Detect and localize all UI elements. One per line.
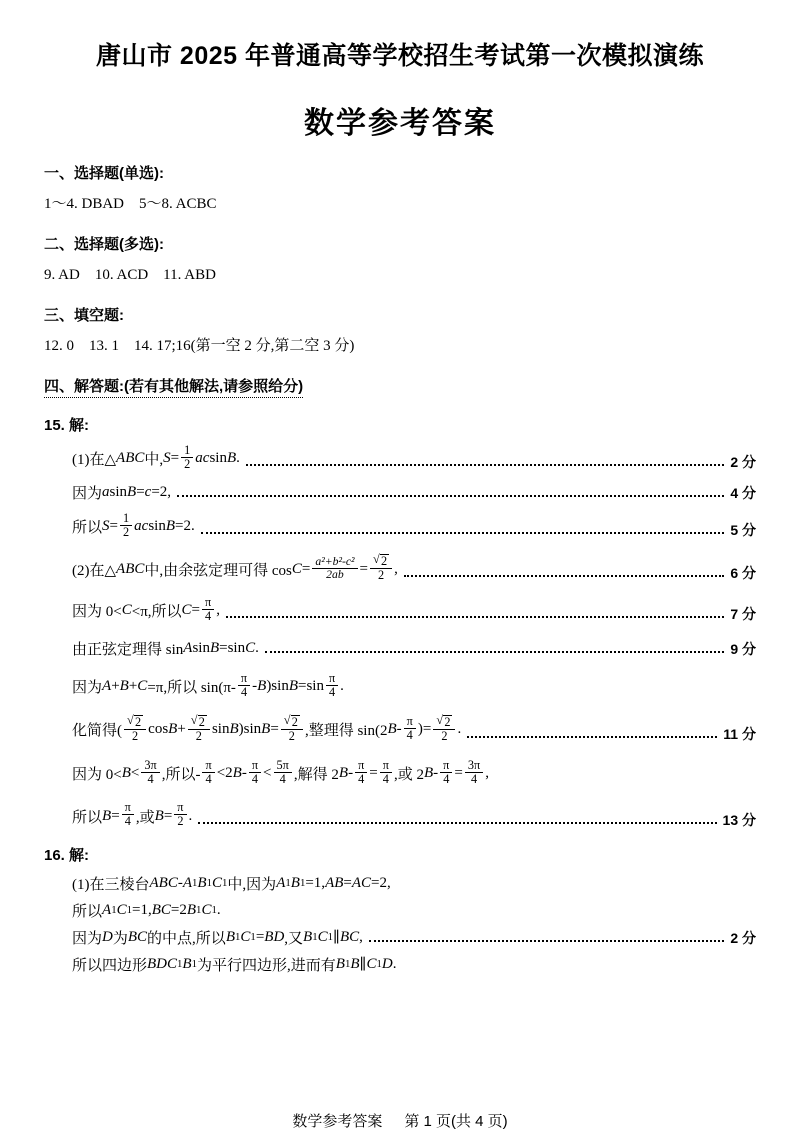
fraction-one-half: $\frac{1}{2}$ bbox=[181, 444, 193, 471]
fraction-3pi-over-4: $\frac{3\pi}{4}$ bbox=[141, 759, 159, 786]
text-run: B bbox=[423, 764, 434, 781]
text-run: + bbox=[177, 721, 186, 738]
text-run: sin bbox=[148, 517, 166, 534]
text-run: = bbox=[191, 602, 201, 619]
dot-leader bbox=[467, 734, 717, 738]
text-run: )sin bbox=[238, 721, 262, 738]
dot-leader bbox=[177, 493, 724, 497]
fraction-cosine-law: $\frac{\text{a²+b²-c²}}{2ab}$ bbox=[312, 556, 357, 582]
q15-step-4 bbox=[44, 556, 756, 584]
text-run: =2. bbox=[175, 517, 195, 534]
text-run: = bbox=[109, 517, 118, 534]
text-run: (1)在三棱台 bbox=[72, 876, 150, 893]
sqrt-icon: √ 2 bbox=[191, 715, 207, 729]
text-run: AB bbox=[325, 874, 344, 891]
text-run: =2 bbox=[170, 901, 187, 918]
score-label: 13 分 bbox=[722, 811, 756, 828]
text-run: B bbox=[102, 807, 112, 824]
text-run: S bbox=[102, 517, 110, 534]
text-run: 因为 bbox=[72, 930, 103, 947]
text-run: A bbox=[276, 874, 286, 891]
q15-step-8 bbox=[44, 716, 756, 744]
text-run: =2, bbox=[371, 874, 391, 891]
text-run: sin bbox=[192, 640, 210, 657]
sqrt-icon: √ 2 bbox=[127, 715, 143, 729]
text-run: )sin bbox=[266, 678, 289, 695]
text-run: B bbox=[257, 678, 267, 695]
text-run: B bbox=[168, 721, 178, 738]
fraction-sqrt2-over-2: √ $\frac{2}{2}$ bbox=[188, 715, 210, 743]
fraction-pi-over-4: $\frac{\pi}{4}$ bbox=[355, 759, 367, 786]
text-run: sin bbox=[211, 721, 230, 738]
section-heading-fill-blank: 三、填空题: bbox=[44, 307, 124, 324]
text-run: ,解得 2 bbox=[293, 766, 339, 783]
q16-step-4: 所以四边形 BDC 1 B 1 为平行四边形,进而有 B 1 B ∥ C 1 D . bbox=[72, 955, 397, 974]
text-run: < bbox=[263, 764, 272, 781]
score-label: 5 分 bbox=[730, 521, 756, 538]
text-run: )= bbox=[417, 721, 432, 738]
text-run: ac bbox=[134, 517, 149, 534]
page-title: 唐山市 2025 年普通高等学校招生考试第一次模拟演练 bbox=[95, 42, 704, 70]
text-run: 化简得( bbox=[72, 723, 122, 740]
text-run: + bbox=[128, 678, 138, 695]
dot-leader bbox=[369, 938, 724, 942]
text-run: BC bbox=[127, 928, 148, 945]
text-run: B bbox=[154, 807, 164, 824]
fraction-sqrt2-over-2: √ $\frac{2}{2}$ bbox=[281, 715, 303, 743]
text-run: sin bbox=[109, 483, 128, 500]
text-run: , bbox=[485, 764, 489, 781]
text-run: B bbox=[127, 483, 137, 500]
text-run: =1, bbox=[132, 901, 152, 918]
text-run: B bbox=[303, 928, 313, 945]
text-run: . bbox=[457, 721, 462, 738]
text-run: = bbox=[369, 764, 378, 781]
fraction-pi-over-4: $\frac{\pi}{4}$ bbox=[122, 801, 134, 828]
text-run: - bbox=[396, 721, 402, 738]
text-run: ac bbox=[195, 449, 210, 466]
text-run: 因为 bbox=[72, 485, 103, 502]
text-run: BDC bbox=[147, 955, 178, 972]
text-run: . bbox=[255, 640, 259, 657]
answers-multi-choice: 9. AD 10. ACD 11. ABD bbox=[44, 267, 216, 283]
text-run: S bbox=[163, 449, 171, 466]
text-run: = bbox=[343, 874, 352, 891]
fraction-pi-over-4: $\frac{\pi}{4}$ bbox=[440, 759, 452, 786]
text-run: + bbox=[111, 678, 120, 695]
text-run: a bbox=[102, 483, 110, 500]
fraction-pi-over-4: $\frac{\pi}{4}$ bbox=[238, 672, 250, 699]
text-run: C bbox=[116, 901, 127, 918]
fraction-sqrt2-over-2: √ $\frac{2}{2}$ bbox=[370, 554, 392, 582]
sqrt-icon: √ 2 bbox=[373, 554, 389, 568]
text-run: 所以 bbox=[72, 903, 103, 920]
text-run: = bbox=[301, 561, 311, 578]
sqrt-icon: √ 2 bbox=[436, 715, 452, 729]
text-run: - bbox=[177, 874, 183, 891]
text-run: B bbox=[261, 721, 271, 738]
q15-step-7 bbox=[44, 673, 756, 700]
text-run: , bbox=[216, 602, 220, 619]
dot-leader bbox=[201, 530, 725, 534]
text-run: , bbox=[359, 928, 363, 945]
text-run: - bbox=[241, 764, 247, 781]
text-run: B bbox=[338, 764, 349, 781]
fraction-pi-over-4: $\frac{\pi}{4}$ bbox=[202, 759, 214, 786]
text-run: B bbox=[232, 764, 242, 781]
score-label: 2 分 bbox=[730, 453, 756, 470]
text-run: C bbox=[137, 678, 148, 695]
text-run: B bbox=[209, 640, 220, 657]
dot-leader bbox=[198, 820, 716, 824]
dot-leader bbox=[226, 614, 724, 618]
section-heading-solution: 四、解答题:(若有其他解法,请参照给分) bbox=[44, 375, 303, 398]
section-heading-multi-choice: 二、选择题(多选): bbox=[44, 236, 164, 253]
fraction-pi-over-4: $\frac{\pi}{4}$ bbox=[202, 596, 214, 623]
text-run: sin bbox=[209, 449, 227, 466]
text-run: ,或 bbox=[135, 809, 155, 826]
fraction-3pi-over-4: $\frac{3\pi}{4}$ bbox=[465, 759, 483, 786]
text-run: ,所以- bbox=[161, 766, 201, 783]
score-label: 6 分 bbox=[730, 565, 756, 582]
fraction-sqrt2-over-2: √ $\frac{2}{2}$ bbox=[124, 715, 146, 743]
text-run: B bbox=[225, 928, 235, 945]
text-run: . bbox=[236, 449, 240, 466]
text-run: ∥ bbox=[359, 956, 367, 973]
q16-step-2: 所以 A 1 C 1 =1, BC =2 B 1 C 1 . bbox=[72, 901, 221, 920]
text-run: 中,由余弦定理可得 cos bbox=[144, 563, 292, 580]
text-run: 因为 0< bbox=[72, 604, 122, 621]
text-run: ABC bbox=[116, 561, 145, 578]
q15-step-10 bbox=[44, 800, 756, 830]
text-run: A bbox=[102, 901, 112, 918]
text-run: 为平行四边形,进而有 bbox=[197, 957, 336, 974]
q15-step-2 bbox=[44, 482, 756, 503]
text-run: A bbox=[102, 678, 112, 695]
answers-single-choice: 1～4. DBAD 5～8. ACBC bbox=[44, 196, 217, 212]
text-run: (1)在△ bbox=[72, 451, 117, 468]
score-label: 4 分 bbox=[730, 484, 756, 501]
dot-leader bbox=[246, 462, 724, 466]
text-run: <2 bbox=[216, 764, 233, 781]
text-run: A bbox=[182, 874, 193, 891]
text-run: B bbox=[165, 517, 175, 534]
text-run: C bbox=[212, 874, 223, 891]
text-run: ,或 2 bbox=[393, 766, 424, 783]
text-run: C bbox=[317, 928, 328, 945]
text-run: 的中点,所以 bbox=[147, 930, 226, 947]
text-run: B bbox=[288, 678, 298, 695]
q15-step-9 bbox=[44, 757, 756, 787]
text-run: C bbox=[291, 561, 302, 578]
q16-step-1: (1)在三棱台 ABC - A 1 B 1 C 1 中,因为 A 1 B 1 =1, AB = AC =2, bbox=[72, 874, 391, 893]
footer-title: 数学参考答案 bbox=[292, 1113, 383, 1130]
text-run: B bbox=[119, 678, 129, 695]
text-run: C bbox=[181, 602, 192, 619]
text-run: = bbox=[136, 483, 145, 500]
text-run: =1, bbox=[305, 874, 326, 891]
text-run: B bbox=[197, 874, 207, 891]
text-run: B bbox=[290, 874, 300, 891]
text-run: = bbox=[270, 721, 279, 738]
text-run: ABC bbox=[116, 449, 145, 466]
text-run: A bbox=[183, 640, 193, 657]
text-run: <π,所以 bbox=[131, 604, 182, 621]
score-label: 9 分 bbox=[730, 641, 756, 658]
q15-step-3 bbox=[44, 510, 756, 540]
text-run: B bbox=[121, 764, 131, 781]
answers-fill-blank: 12. 0 13. 1 14. 17;16(第一空 2 分,第二空 3 分) bbox=[44, 338, 355, 354]
text-run: = bbox=[163, 807, 173, 824]
text-run: . bbox=[392, 955, 397, 972]
text-run: AC bbox=[351, 874, 372, 891]
text-run: C bbox=[366, 955, 377, 972]
page-footer bbox=[0, 1110, 800, 1131]
dot-leader bbox=[404, 573, 724, 577]
text-run: =2, bbox=[151, 483, 172, 500]
text-run: BC bbox=[339, 928, 360, 945]
fraction-one-half: $\frac{1}{2}$ bbox=[120, 512, 132, 539]
text-run: ,整理得 sin(2 bbox=[304, 723, 388, 740]
question-15-label: 15. 解: bbox=[44, 417, 90, 434]
fraction-pi-over-4: $\frac{\pi}{4}$ bbox=[326, 672, 338, 699]
text-run: C bbox=[201, 901, 212, 918]
score-label: 2 分 bbox=[730, 929, 756, 946]
text-run: 中, bbox=[144, 451, 164, 468]
score-label: 7 分 bbox=[730, 606, 756, 623]
question-16-label: 16. 解: bbox=[44, 846, 90, 864]
text-run: B bbox=[335, 955, 345, 972]
text-run: c bbox=[144, 483, 152, 500]
text-run: B bbox=[226, 449, 237, 466]
text-run: - bbox=[348, 764, 354, 781]
text-run: B bbox=[182, 955, 192, 972]
text-run: B bbox=[350, 955, 360, 972]
text-run: - bbox=[433, 764, 439, 781]
fraction-pi-over-4: $\frac{\pi}{4}$ bbox=[404, 715, 416, 742]
text-run: BC bbox=[151, 901, 171, 918]
text-run: 因为 0< bbox=[72, 766, 122, 783]
text-run: cos bbox=[148, 721, 169, 738]
text-run: B bbox=[186, 901, 197, 918]
text-run: ABC bbox=[149, 874, 178, 891]
text-run: = bbox=[255, 928, 265, 945]
text-run: =sin bbox=[219, 640, 246, 657]
text-run: . bbox=[340, 678, 344, 695]
text-run: 所以 bbox=[72, 519, 103, 536]
fraction-pi-over-4: $\frac{\pi}{4}$ bbox=[249, 759, 261, 786]
text-run: = bbox=[111, 807, 120, 824]
q15-step-1 bbox=[44, 442, 756, 472]
text-run: B bbox=[387, 721, 397, 738]
text-run: . bbox=[216, 901, 221, 918]
text-run: B bbox=[229, 721, 239, 738]
text-run: 所以 bbox=[72, 809, 103, 826]
q15-step-6 bbox=[44, 638, 756, 659]
section-heading-single-choice: 一、选择题(单选): bbox=[44, 165, 164, 182]
fraction-pi-over-4: $\frac{\pi}{4}$ bbox=[380, 759, 392, 786]
text-run: BD bbox=[264, 928, 285, 945]
text-run: 所以四边形 bbox=[72, 957, 148, 974]
text-run: 因为 bbox=[72, 680, 103, 697]
text-run: 由正弦定理得 sin bbox=[72, 642, 184, 659]
text-run: < bbox=[130, 764, 140, 781]
text-run: . bbox=[188, 807, 193, 824]
text-run: C bbox=[245, 640, 256, 657]
text-run: 为 bbox=[112, 930, 128, 947]
text-run: =sin bbox=[297, 678, 324, 695]
text-run: C bbox=[240, 928, 251, 945]
page-subtitle: 数学参考答案 bbox=[304, 107, 496, 140]
q16-step-3: 因为 D 为 BC 的中点,所以 B 1 C 1 = BD ,又 B 1 C 1 ∥ BC , 2 分 bbox=[72, 928, 756, 947]
text-run: 中,因为 bbox=[227, 876, 277, 893]
score-label: 11 分 bbox=[723, 725, 756, 742]
text-run: = bbox=[170, 449, 180, 466]
q15-step-5 bbox=[44, 597, 756, 624]
text-run: - bbox=[252, 678, 258, 695]
text-run: (2)在△ bbox=[72, 563, 117, 580]
fraction-pi-over-2: $\frac{\pi}{2}$ bbox=[174, 801, 186, 828]
dot-leader bbox=[265, 649, 724, 653]
text-run: ,又 bbox=[284, 930, 304, 947]
text-run: ∥ bbox=[333, 929, 340, 946]
text-run: D bbox=[102, 928, 113, 945]
text-run: C bbox=[121, 602, 132, 619]
fraction-sqrt2-over-2: √ $\frac{2}{2}$ bbox=[433, 715, 455, 743]
text-run: = bbox=[359, 561, 368, 578]
sqrt-icon: √ 2 bbox=[284, 715, 300, 729]
footer-page-number: 第 1 页(共 4 页) bbox=[404, 1113, 508, 1130]
fraction-5pi-over-4: $\frac{5\pi}{4}$ bbox=[274, 759, 292, 786]
text-run: , bbox=[394, 561, 398, 578]
text-run: =π,所以 sin(π- bbox=[147, 680, 236, 697]
text-run: = bbox=[454, 764, 463, 781]
text-run: D bbox=[381, 955, 393, 972]
